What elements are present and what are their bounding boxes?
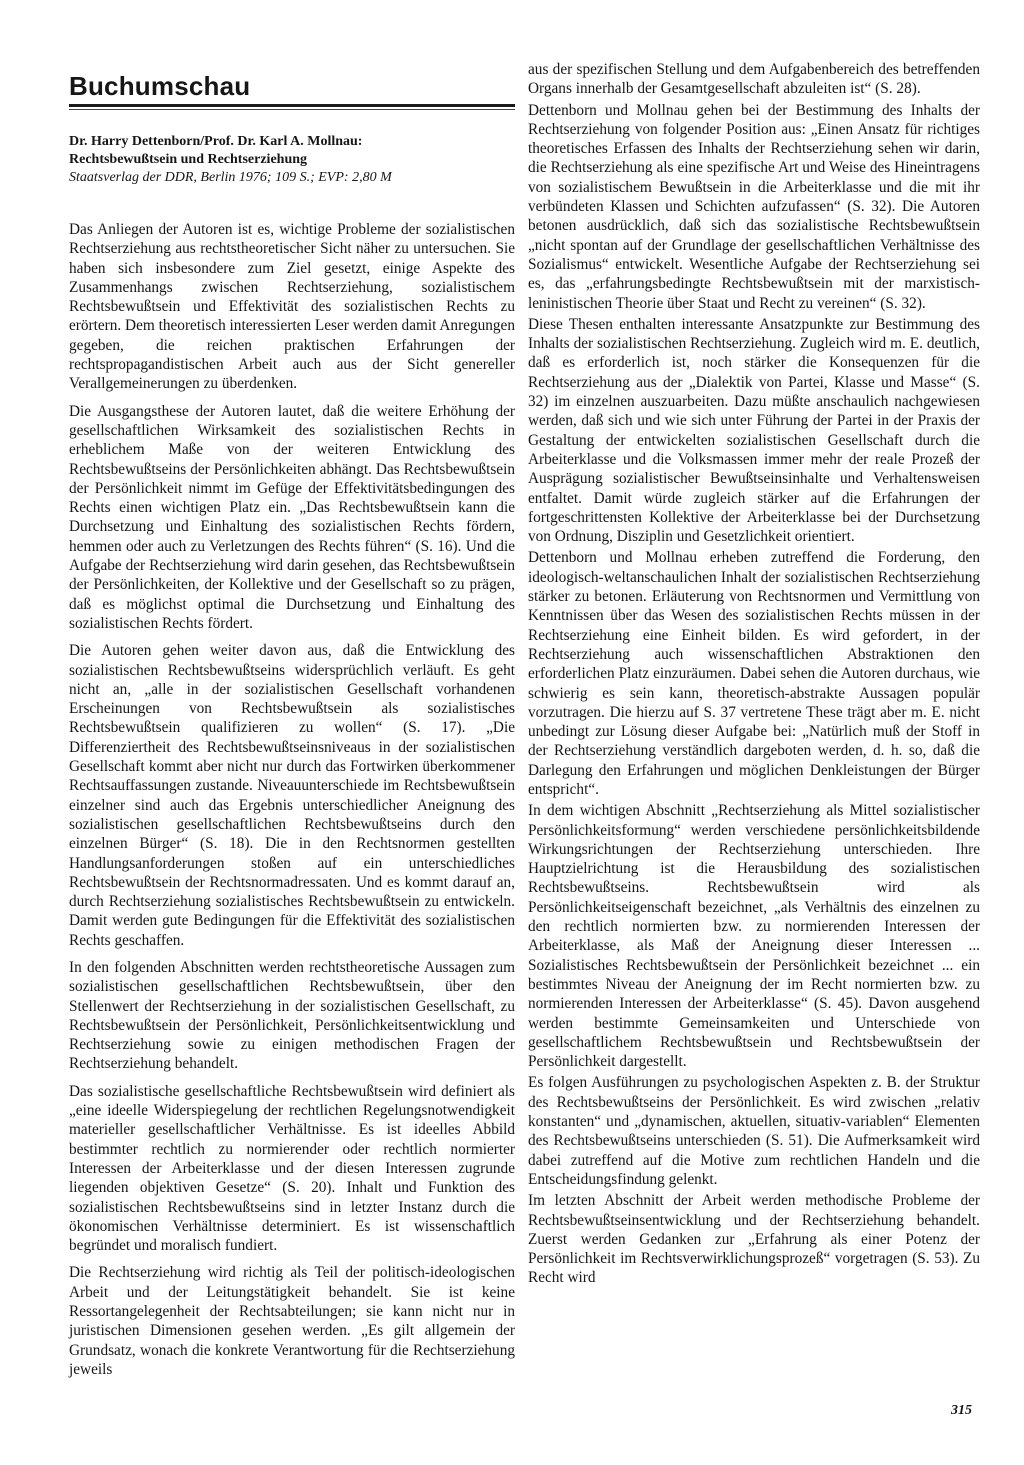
paragraph: Dettenborn und Mollnau erheben zutreffend die Forderung, den ideologisch-weltanschaulichen Inhalt der sozialistischen Rechtserziehung stärker zu betonen. Erläuterung von Rechtsnormen und Vermittlung von Kenntnissen über das Wesen des sozialistischen Rechts müssen in der Rechtserziehung eine Einheit bilden. Es wird gefordert, in der Rechtserziehung auch wissenschaftlichen Abstraktionen den erforderlichen Platz einzuräumen. Dabei sehen die Autoren durchaus, wie schwierig es sein kann, theoretisch-abstrakte Aussagen populär vorzutragen. Die hierzu auf S. 37 vertretene These trägt aber m. E. nicht unbedingt zur Lösung dieser Aufgabe bei: „Natürlich muß der Stoff in der Rechtserziehung verständlich dargeboten werden, d. h. so, daß die Darlegung den Erfahrungen und möglichen Denkleistungen der Bürger entspricht“. xyxy=(528,549,980,798)
paragraph: Das Anliegen der Autoren ist es, wichtige Probleme der sozialistischen Rechtserziehung aus rechtstheoretischer Sicht näher zu untersuchen. Sie haben sich insbesondere zum Ziel gesetzt, einige Aspekte des Zusammenhangs zwischen Rechtserziehung, sozialistischem Rechtsbewußtsein und Effektivität des sozialistischen Rechts zu erörtern. Dem theoretisch interessierten Leser werden damit Anregungen gegeben, die reichen praktischen Erfahrungen der rechtspropagandistischen Arbeit auch aus der Sicht genereller Verallgemeinerungen zu überdenken. xyxy=(69,221,515,393)
paragraph: Im letzten Abschnitt der Arbeit werden methodische Probleme der Rechtsbewußtseinsentwicklung und der Rechtserziehung behandelt. Zuerst werden Gedanken zur „Erfahrung als einer Potenz der Persönlichkeit im Rechtsverwirklichungsprozeß“ vorgetragen (S. 53). Zu Recht wird xyxy=(528,1192,980,1287)
paragraph: Die Ausgangsthese der Autoren lautet, daß die weitere Erhöhung der gesellschaftlichen Wirksamkeit des sozialistischen Rechts in erheblichem Maße von der weiteren Entwicklung des Rechtsbewußtseins der Persönlichkeiten abhängt. Das Rechtsbewußtsein der Persönlichkeit nimmt im Gefüge der Effektivitätsbedingungen des Rechts einen wichtigen Platz ein. „Das Rechtsbewußtsein kann die Durchsetzung und Einhaltung des sozialistischen Rechts fördern, hemmen oder auch zu Verletzungen des Rechts führen“ (S. 16). Und die Aufgabe der Rechtserziehung wird darin gesehen, das Rechtsbewußtsein der Persönlichkeiten, der Kollektive und der Gesellschaft so zu prägen, daß es möglichst optimal die Durchsetzung und Einhaltung des sozialistischen Rechts fördert. xyxy=(69,402,515,632)
book-authors: Dr. Harry Dettenborn/Prof. Dr. Karl A. Mollnau: xyxy=(69,134,363,149)
paragraph: Es folgen Ausführungen zu psychologischen Aspekten z. B. der Struktur des Rechtsbewußtseins der Persönlichkeit. Es wird zwischen „relativ konstanten“ und „dynamischen, aktuellen, situativ-variablen“ Elementen des Rechtsbewußtseins unterschieden (S. 51). Die Aufmerksamkeit wird dabei zutreffend auf die Motive zum rechtlichen Handeln und die Entscheidungsfindung gelenkt. xyxy=(528,1074,980,1188)
book-reference xyxy=(69,133,515,187)
book-publication: Staatsverlag der DDR, Berlin 1976; 109 S.; EVP: 2,80 M xyxy=(69,170,392,185)
paragraph: Dettenborn und Mollnau gehen bei der Bestimmung des Inhalts der Rechtserziehung von folgender Position aus: „Einen Ansatz für richtiges theoretisches Erfassen des Inhalts der Rechtserziehung sehen wir darin, die Rechtserziehung als eine spezifische Art und Weise des Hineintragens von sozialistischem Bewußtsein in die Arbeiterklasse und die mit ihr verbündeten Klassen und Schichten aufzufassen“ (S. 32). Die Autoren betonen ausdrücklich, daß sich das sozialistische Rechtsbewußtsein „nicht spontan auf der Grundlage der gesellschaftlichen Verhältnisse des Sozialismus“ entwickelt. Wesentliche Aufgabe der Rechtserziehung sei es, das „erfahrungsbedingte Rechtsbewußtsein mit der marxistisch-leninistischen Theorie über Staat und Recht zu vereinen“ (S. 32). xyxy=(528,101,980,312)
left-column xyxy=(69,60,515,1379)
right-column xyxy=(528,60,980,1290)
paragraph: In dem wichtigen Abschnitt „Rechtserziehung als Mittel sozialistischer Persönlichkeitsformung“ werden verschiedene persönlichkeitsbildende Wirkungsrichtungen der Rechtserziehung unterschieden. Ihre Hauptzielrichtung ist die Herausbildung des sozialistischen Rechtsbewußtseins. Rechtsbewußtsein wird als Persönlichkeitseigenschaft bezeichnet, „als Verhältnis des einzelnen zu den rechtlich normierten bzw. zu normierenden Interessen der Arbeiterklasse, als Maß der Aneignung dieser Interessen ... Sozialistisches Rechtsbewußtsein der Persönlichkeit bezeichnet ... ein bestimmtes Niveau der Aneignung der im Recht normierten bzw. zu normierenden Interessen der Arbeiterklasse“ (S. 45). Davon ausgehend werden bestimmte Gemeinsamkeiten und Unterschiede von gesellschaftlichem Rechtsbewußtsein und Rechtsbewußtsein der Persönlichkeit dargestellt. xyxy=(528,802,980,1071)
paragraph: Diese Thesen enthalten interessante Ansatzpunkte zur Bestimmung des Inhalts der sozialistischen Rechtserziehung. Zugleich wird m. E. deutlich, daß es erforderlich ist, noch stärker die Konsequenzen für die Rechtserziehung aus der „Dialektik von Partei, Klasse und Masse“ (S. 32) im einzelnen auszuarbeiten. Dazu müßte anschaulich nachgewiesen werden, daß sich und wie sich unter Führung der Partei in der Praxis der Gestaltung der entwickelten sozialistischen Gesellschaft durch die Arbeiterklasse und die Volksmassen immer mehr der reale Prozeß der Ausprägung sozialistischer Bewußtseinsinhalte und Verhaltensweisen entfaltet. Damit würde zugleich stärker auf die Erfahrungen der fortgeschrittensten Kollektive der Arbeiterklasse bei der Durchsetzung von Ordnung, Disziplin und Gesetzlichkeit orientiert. xyxy=(528,315,980,546)
paragraph: Die Rechtserziehung wird richtig als Teil der politisch-ideologischen Arbeit und der Leitungstätigkeit behandelt. Sie ist keine Ressortangelegenheit der Rechtsabteilungen; sie kann nicht nur in juristischen Dimensionen gesehen werden. „Es gilt allgemein der Grundsatz, wonach die konkrete Verantwortung für die Rechtserziehung jeweils xyxy=(69,1264,515,1378)
book-title: Rechtsbewußtsein und Rechtserziehung xyxy=(69,152,308,167)
section-heading: Buchumschau xyxy=(69,72,515,107)
paragraph: Das sozialistische gesellschaftliche Rechtsbewußtsein wird definiert als „eine ideelle Widerspiegelung der rechtlichen Regelungsnotwendigkeit materieller gesellschaftlicher Verhältnisse. Es ist ideelles Abbild bestimmter rechtlich zu normierender oder rechtlich normierter Interessen der Arbeiterklasse und der diesen Interessen zugrunde liegenden objektiven Gesetze“ (S. 20). Inhalt und Funktion des sozialistischen Rechtsbewußtseins sind in letzter Instanz durch die ökonomischen Verhältnisse determiniert. Es ist wissenschaftlich begründet und moralisch fundiert. xyxy=(69,1082,515,1255)
paragraph: In den folgenden Abschnitten werden rechtstheoretische Aussagen zum sozialistischen gesellschaftlichen Rechtsbewußtsein, über den Stellenwert der Rechtserziehung in der sozialistischen Gesellschaft, zu Rechtsbewußtsein der Persönlichkeit, Persönlichkeitsentwicklung und Rechtserziehung sowie zu einigen methodischen Fragen der Rechtserziehung behandelt. xyxy=(69,958,515,1073)
paragraph: Die Autoren gehen weiter davon aus, daß die Entwicklung des sozialistischen Rechtsbewußtseins widersprüchlich verläuft. Es geht nicht an, „alle in der sozialistischen Gesellschaft vorhandenen Erscheinungen von Rechtsbewußtsein als sozialistisches Rechtsbewußtsein qualifizieren zu wollen“ (S. 17). „Die Differenziertheit des Rechtsbewußtseinsniveaus in der sozialistischen Gesellschaft kommt aber nicht nur durch das Fortwirken überkommener Rechtsauffassungen zustande. Niveauunterschiede im Rechtsbewußtsein einzelner sind auch das Ergebnis unterschiedlicher Aneignung des sozialistischen gesellschaftlichen Rechtsbewußtseins durch den einzelnen Bürger“ (S. 18). Die in den Rechtsnormen gestellten Handlungsanforderungen stoßen auf ein unterschiedliches Rechtsbewußtsein der Rechtsnormadressaten. Und es kommt darauf an, durch Rechtserziehung sozialistisches Rechtsbewußtsein zu entwickeln. Damit werden gute Bedingungen für die Effektivität des sozialistischen Rechts geschaffen. xyxy=(69,642,515,949)
paragraph: aus der spezifischen Stellung und dem Aufgabenbereich des betreffenden Organs innerhalb der Gesamtgesellschaft abzuleiten ist“ (S. 28). xyxy=(528,61,980,98)
heading-rule xyxy=(69,109,515,110)
page-number: 315 xyxy=(951,1403,972,1418)
